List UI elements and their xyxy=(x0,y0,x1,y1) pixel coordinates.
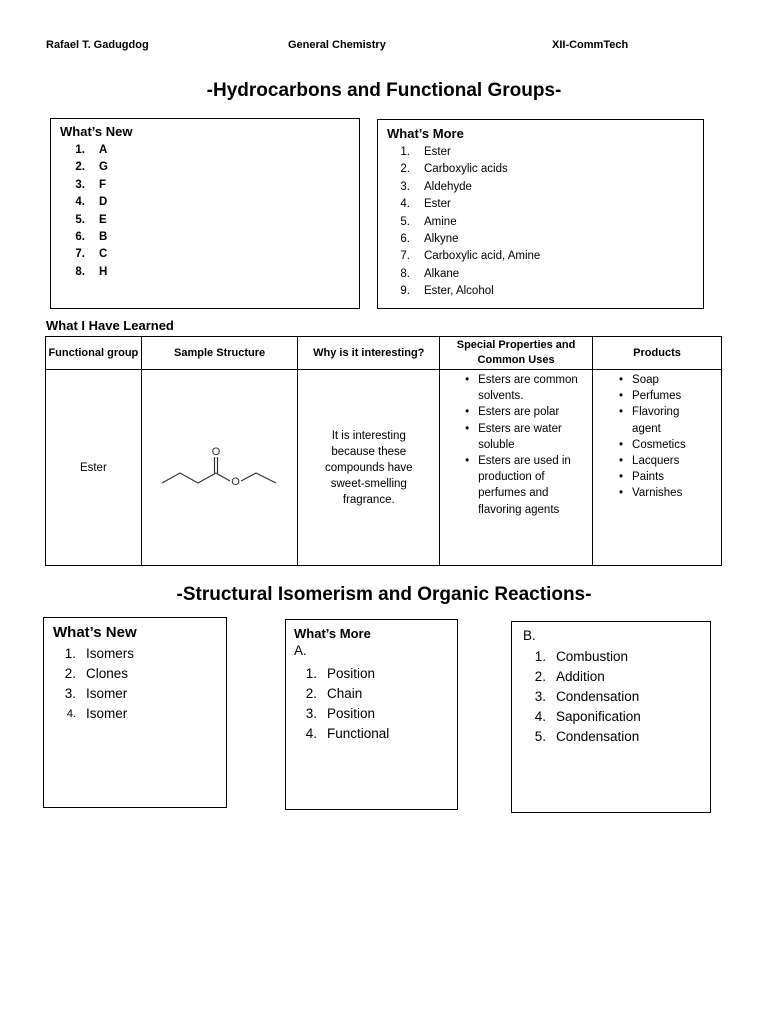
list-item: • Cosmetics xyxy=(619,438,686,451)
list-item: 2. Addition xyxy=(534,669,605,684)
list-item: 1. Combustion xyxy=(534,649,629,664)
list-item: • Flavoring agent xyxy=(619,406,680,435)
list-item: 4. Functional xyxy=(305,726,390,741)
list-item: 8. Alkane xyxy=(400,267,460,280)
list-item: 7. Carboxylic acid, Amine xyxy=(400,250,541,263)
list-item: 5. Amine xyxy=(400,215,457,228)
list-item: • Esters are water soluble xyxy=(465,422,562,451)
list-item: • Lacquers xyxy=(619,455,680,468)
carbonyl-oxygen-label: O xyxy=(211,445,220,458)
whats-more-box xyxy=(377,119,704,309)
list-item: 6. B xyxy=(75,230,108,243)
list-item: 8. H xyxy=(75,265,108,278)
isomerism-whats-more-list xyxy=(295,664,389,744)
list-item: • Soap xyxy=(619,374,659,386)
list-item: 1. Isomers xyxy=(64,646,135,661)
list-item: • Esters are common solvents. xyxy=(465,374,578,403)
header-properties: Special Properties and Common Uses xyxy=(440,337,593,370)
properties-cell xyxy=(440,370,593,566)
whats-new-list xyxy=(65,142,108,281)
list-item: • Perfumes xyxy=(619,390,682,403)
sample-structure-cell xyxy=(141,370,298,566)
part-a-label: A. xyxy=(294,643,307,658)
list-item: 3. Condensation xyxy=(534,689,640,704)
section1-title: -Hydrocarbons and Functional Groups- xyxy=(206,80,562,101)
learned-table xyxy=(45,336,722,566)
products-cell xyxy=(593,370,722,566)
list-item: 2. Carboxylic acids xyxy=(400,163,508,176)
interesting-cell: It is interesting because these compounds have sweet-smelling fragrance. xyxy=(298,370,440,566)
list-item: 2. Clones xyxy=(64,666,129,681)
header-why-interesting: Why is it interesting? xyxy=(298,337,440,370)
list-item: • Esters are used in production of perfumes and flavoring agents xyxy=(465,455,571,516)
products-list xyxy=(610,372,710,502)
list-item: 5. E xyxy=(75,213,107,226)
isomerism-whats-more-title: What’s More xyxy=(294,626,371,641)
table-row xyxy=(46,370,722,566)
list-item: 1. A xyxy=(75,144,108,156)
isomerism-whats-new-title: What’s New xyxy=(53,624,137,641)
list-item: • Paints xyxy=(619,471,665,484)
list-item: 4. Ester xyxy=(400,198,451,211)
list-item: 4. D xyxy=(75,196,108,209)
list-item: 9. Ester, Alcohol xyxy=(400,285,494,298)
properties-list xyxy=(456,372,588,518)
learned-title: What I Have Learned xyxy=(46,318,174,333)
section2-title: -Structural Isomerism and Organic Reactions- xyxy=(176,584,592,605)
header-functional-group: Functional group xyxy=(46,337,142,370)
list-item: 3. F xyxy=(75,178,107,191)
list-item: 3. Aldehyde xyxy=(400,180,472,193)
list-item: 1. Position xyxy=(305,666,376,681)
whats-new-box xyxy=(50,118,360,309)
list-item: 6. Alkyne xyxy=(400,232,459,245)
list-item: 3. Isomer xyxy=(64,686,128,701)
list-item: 3. Position xyxy=(305,706,376,721)
header-sample-structure: Sample Structure xyxy=(141,337,298,370)
ester-oxygen-label: O xyxy=(230,475,240,488)
list-item: • Esters are polar xyxy=(465,406,560,419)
isomerism-whats-new-list xyxy=(54,644,134,724)
list-item: 4. Saponification xyxy=(534,709,641,724)
list-item: 1. Ester xyxy=(400,146,451,158)
student-name: Rafael T. Gadugdog xyxy=(46,39,149,51)
functional-group-cell: Ester xyxy=(46,370,142,566)
list-item: 5. Condensation xyxy=(534,729,640,744)
whats-more-title: What’s More xyxy=(387,126,464,141)
isomerism-whats-new-box xyxy=(43,617,227,808)
ester-structure-diagram xyxy=(158,443,282,493)
whats-new-title: What’s New xyxy=(60,124,133,139)
part-b-box xyxy=(511,621,711,813)
list-item: • Varnishes xyxy=(619,487,683,500)
isomerism-whats-more-box xyxy=(285,619,458,810)
list-item: 2. G xyxy=(75,161,108,174)
header-products: Products xyxy=(593,337,722,370)
subject: General Chemistry xyxy=(288,39,386,51)
part-b-list xyxy=(524,647,641,747)
list-item: 2. Chain xyxy=(305,686,363,701)
whats-more-list xyxy=(390,144,540,301)
part-b-label: B. xyxy=(523,628,536,643)
table-header-row xyxy=(46,337,722,370)
list-item: 4. Isomer xyxy=(66,706,128,721)
section: XII-CommTech xyxy=(552,39,629,51)
list-item: 7. C xyxy=(75,248,108,261)
